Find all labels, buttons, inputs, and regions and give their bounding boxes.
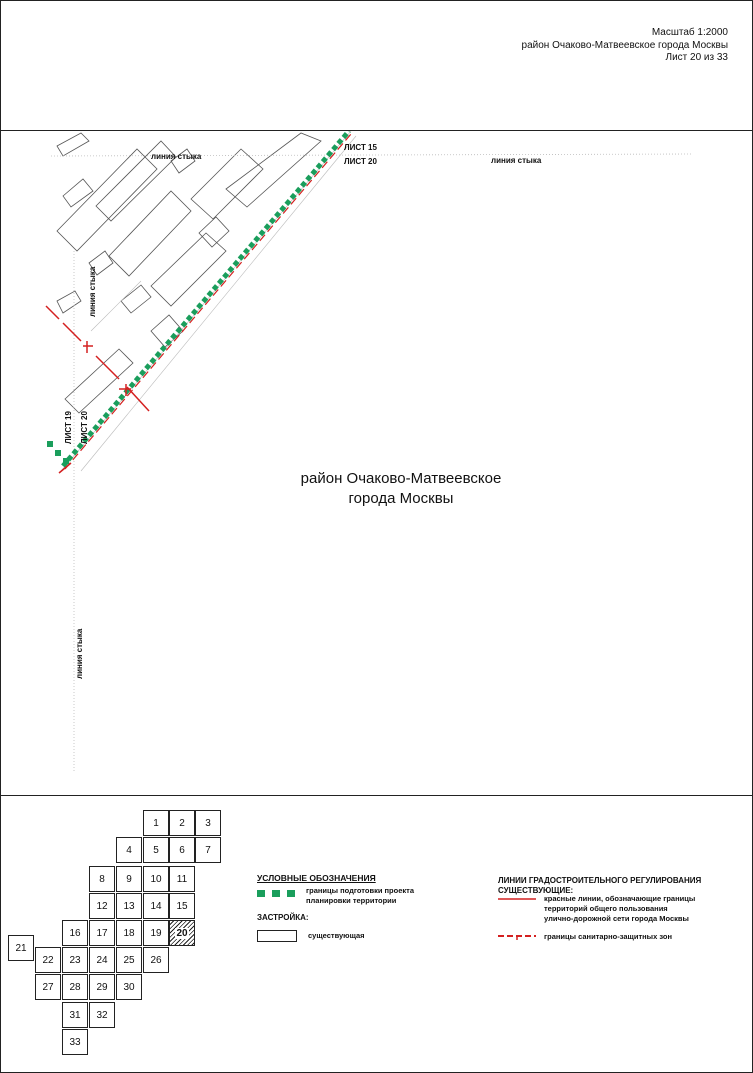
red-line-text-line3: улично-дорожной сети города Москвы bbox=[544, 914, 689, 923]
scale-label: Масштаб 1:2000 bbox=[651, 27, 728, 38]
existing-building-swatch bbox=[257, 930, 297, 942]
index-cell-label: 29 bbox=[96, 981, 108, 993]
regulation-heading-line1: ЛИНИИ ГРАДОСТРОИТЕЛЬНОГО РЕГУЛИРОВАНИЯ bbox=[498, 876, 702, 885]
regulation-heading bbox=[498, 876, 701, 896]
index-cell-8 bbox=[89, 866, 115, 892]
index-cell-label: 31 bbox=[69, 1009, 81, 1021]
map-drawing bbox=[1, 131, 752, 795]
index-cell-14 bbox=[143, 893, 169, 919]
red-line-swatch bbox=[498, 896, 538, 902]
index-cell-label: 24 bbox=[96, 954, 108, 966]
index-cell-31 bbox=[62, 1002, 88, 1028]
index-cell-28 bbox=[62, 974, 88, 1000]
index-cell-label: 20 bbox=[176, 927, 188, 939]
planning-boundary-line2: планировки территории bbox=[306, 896, 397, 905]
legend-area bbox=[1, 796, 752, 1072]
district-name-line2: города Москвы bbox=[348, 490, 454, 507]
index-cell-label: 5 bbox=[153, 844, 159, 856]
index-cell-16 bbox=[62, 920, 88, 946]
index-cell-13 bbox=[116, 893, 142, 919]
index-cell-3 bbox=[195, 810, 221, 836]
planning-boundary-marks bbox=[47, 441, 69, 464]
index-cell-7 bbox=[195, 837, 221, 863]
index-cell-27 bbox=[35, 974, 61, 1000]
index-cell-label: 16 bbox=[69, 927, 81, 939]
index-cell-label: 6 bbox=[179, 844, 185, 856]
building bbox=[121, 285, 151, 313]
index-cell-label: 26 bbox=[150, 954, 162, 966]
index-cell-5 bbox=[143, 837, 169, 863]
district-label: район Очаково-Матвеевское города Москвы bbox=[521, 39, 728, 51]
index-cell-label: 18 bbox=[123, 927, 135, 939]
index-cell-label: 13 bbox=[123, 900, 135, 912]
index-cell-1 bbox=[143, 810, 169, 836]
index-cell-25 bbox=[116, 947, 142, 973]
seam-label-left-lower: линия стыка bbox=[75, 628, 84, 679]
index-cell-6 bbox=[169, 837, 195, 863]
index-cell-9 bbox=[116, 866, 142, 892]
index-cell-32 bbox=[89, 1002, 115, 1028]
building bbox=[199, 217, 229, 247]
index-cell-label: 32 bbox=[96, 1009, 108, 1021]
index-cell-22 bbox=[35, 947, 61, 973]
building bbox=[57, 149, 157, 251]
index-cell-19 bbox=[143, 920, 169, 946]
building bbox=[57, 291, 81, 313]
index-cell-29 bbox=[89, 974, 115, 1000]
index-cell-20 bbox=[169, 920, 195, 946]
planning-boundary-line1: границы подготовки проекта bbox=[306, 886, 414, 895]
red-line bbox=[65, 134, 351, 469]
index-cell-33 bbox=[62, 1029, 88, 1055]
building bbox=[63, 179, 93, 207]
seam-label-top-right: линия стыка bbox=[491, 156, 542, 165]
building bbox=[57, 133, 89, 156]
index-cell-label: 19 bbox=[150, 927, 162, 939]
index-cell-2 bbox=[169, 810, 195, 836]
index-cell-label: 12 bbox=[96, 900, 108, 912]
index-cell-label: 33 bbox=[69, 1036, 81, 1048]
index-cell-label: 7 bbox=[205, 844, 211, 856]
index-cell-label: 8 bbox=[99, 873, 105, 885]
index-cell-label: 3 bbox=[205, 817, 211, 829]
title-block bbox=[1, 1, 752, 131]
index-cell-label: 25 bbox=[123, 954, 135, 966]
sheet-15-label: ЛИСТ 15 bbox=[344, 143, 377, 152]
map-frame bbox=[1, 131, 752, 796]
index-cell-label: 30 bbox=[123, 981, 135, 993]
index-cell-26 bbox=[143, 947, 169, 973]
regulation-heading-line2: СУЩЕСТВУЮЩИЕ: bbox=[498, 886, 574, 895]
index-cell-label: 22 bbox=[42, 954, 54, 966]
index-cell-4 bbox=[116, 837, 142, 863]
district-name-line1: район Очаково-Матвеевское bbox=[300, 470, 502, 487]
index-cell-label: 10 bbox=[150, 873, 162, 885]
buildings-heading: ЗАСТРОЙКА: bbox=[257, 913, 309, 922]
seam-label-left-upper: линия стыка bbox=[88, 266, 97, 317]
index-cell-23 bbox=[62, 947, 88, 973]
index-cell-11 bbox=[169, 866, 195, 892]
district-name bbox=[251, 469, 551, 509]
index-cell-label: 11 bbox=[176, 873, 188, 885]
existing-building-text: существующая bbox=[308, 931, 365, 940]
index-cell-30 bbox=[116, 974, 142, 1000]
index-cell-label: 2 bbox=[179, 817, 185, 829]
sheet-19-label: ЛИСТ 19 bbox=[64, 411, 73, 444]
index-cell-label: 9 bbox=[126, 873, 132, 885]
planning-boundary-swatch bbox=[257, 890, 297, 898]
building bbox=[109, 191, 191, 276]
sanitary-zone-swatch bbox=[498, 931, 538, 941]
index-cell-label: 1 bbox=[153, 817, 159, 829]
seam-label-top-left: линия стыка bbox=[151, 152, 202, 161]
sheet-20-label-left: ЛИСТ 20 bbox=[80, 411, 89, 444]
title-text bbox=[522, 27, 728, 65]
legend-title: УСЛОВНЫЕ ОБОЗНАЧЕНИЯ bbox=[257, 873, 376, 883]
index-cell-17 bbox=[89, 920, 115, 946]
planning-boundary-text bbox=[306, 886, 414, 906]
red-line-text-line1: красные линии, обозначающие границы bbox=[544, 894, 696, 903]
index-cell-label: 17 bbox=[96, 927, 108, 939]
index-cell-label: 28 bbox=[69, 981, 81, 993]
index-cell-15 bbox=[169, 893, 195, 919]
index-cell-24 bbox=[89, 947, 115, 973]
sheet-20-label-top: ЛИСТ 20 bbox=[344, 157, 377, 166]
index-cell-18 bbox=[116, 920, 142, 946]
index-cell-label: 14 bbox=[150, 900, 162, 912]
index-cell-10 bbox=[143, 866, 169, 892]
index-cell-label: 4 bbox=[126, 844, 132, 856]
red-line-text bbox=[544, 894, 695, 924]
index-cell-12 bbox=[89, 893, 115, 919]
red-line-text-line2: территорий общего пользования bbox=[544, 904, 668, 913]
building bbox=[191, 149, 263, 219]
sanitary-zone-lines bbox=[46, 306, 149, 473]
sheet-number: Лист 20 из 33 bbox=[665, 52, 728, 63]
index-cell-label: 15 bbox=[176, 900, 188, 912]
index-cell-label: 27 bbox=[42, 981, 54, 993]
index-cell-21 bbox=[8, 935, 34, 961]
index-cell-label: 21 bbox=[15, 942, 27, 954]
index-cell-label: 23 bbox=[69, 954, 81, 966]
sanitary-zone-text: границы санитарно-защитных зон bbox=[544, 932, 672, 941]
